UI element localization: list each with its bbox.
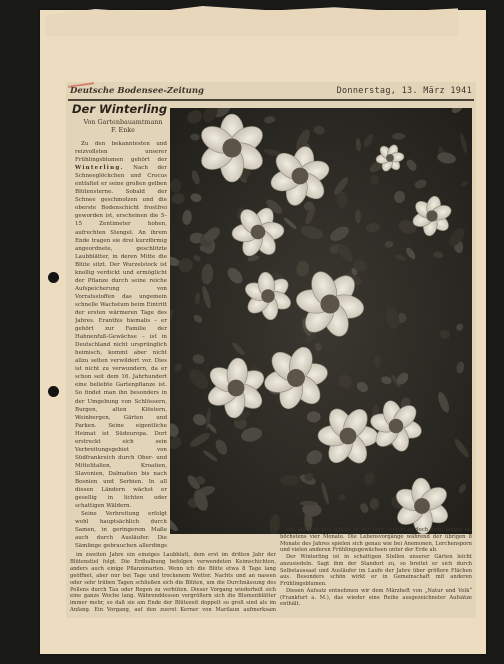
flower-center (287, 369, 305, 387)
newspaper-name: Deutsche Bodensee-Zeitung (70, 86, 204, 96)
flower-center (222, 138, 241, 157)
flower-center (261, 289, 274, 302)
leaf-texture (392, 133, 405, 140)
paragraph: im zweiten Jahre ein einziges Laubblatt, dem erst im dritten Jahr der Blütenstiel folgt. Die Erdhalbung befolgen verwendeten Keimschichten, anders auch einige Pflanzenarten. Wenn ich die Blüte etwa 8 Tage lang geöffnet, aber nur bei Tage und trockenem Wetter. Nachts und an nassen oder sehr trüben Tagen schließen sich die Blüten, um die Durchnässung des Pollens durch Tau oder Regen zu verhüten. Dieser Vorgang wiederholt sich eine ganze Woche lang. Währenddessen vergrößern sich die Blumenblätter immer mehr, so daß sie am Ende der Blütezeit doppelt so groß sind als im Anfang. Ein Vorgang, auf den zuerst Kerner von Marilaun aufmerksam (70, 552, 276, 614)
byline-author: F. Enke (111, 126, 135, 134)
article-title: Der Winterling (72, 102, 168, 116)
article-column-left (75, 140, 167, 550)
flower-center (389, 419, 404, 434)
masthead (68, 84, 474, 98)
flower-center (292, 168, 309, 185)
lead-text: Zu den bekanntesten und reizvollsten unserer Frühlingsblumen gehört der (75, 141, 167, 164)
article-byline (78, 118, 168, 134)
byline-line: Von Gartenbauamtmann (83, 118, 163, 126)
flower-center (386, 154, 394, 162)
flower-center (426, 210, 437, 221)
flower-center (320, 294, 339, 313)
paragraph: Seine Verbreitung erfolgt wohl hauptsächlich durch Samen, in geringerem Maße auch durch Ausläufer. Die Sämlinge gebrauchen allerdings (75, 511, 167, 550)
flower-center (251, 225, 266, 240)
article-column-bottom (70, 552, 276, 614)
flower-center (228, 380, 245, 397)
flower-center (340, 428, 357, 445)
paragraph: Der Winterling ist in schattigen Stellen unserer Gärten leicht anzusiedeln. Sagt ihm der Standort zu, so breitet er sich durch Selbstaussaat und Ausläufer im Laufe der Jahre über größere Flächen aus. Besonders schön wirkt er in Gemeinschaft mit anderen Frühlingsblumen. (280, 554, 472, 587)
flower-center (414, 498, 430, 514)
winter-aconite-photo (170, 108, 472, 534)
paragraph (75, 140, 167, 510)
paragraph: von Blättern und Blüten ist nur kurz, dauert es doch nicht länger als höchstens vier Monate. Die Lebensvorgänge während der übrigen 8 Monate des Jahres spielen sich genau wie bei Anemonen, Lerchensporn und vielen anderen Frühlingsgewächsen unter der Erde ab. (280, 527, 472, 554)
article-column-right (280, 527, 472, 615)
body-text: Nach der Schneeglöckchen und Crocus entfaltet er seine großen gelben Blütensterne. Sobald der Schnee geschmolzen und die oberste Bodenschicht frostfrei geworden ist, erscheinen die 5–15 Zentimeter hohen, aufrechten Stengel. An ihrem Ende tragen sie drei kurzförmig angeordnete, geschlitzte Laubblätter, in deren Mitte die Blüte sitzt. Der Wurzelstock ist knollig verdickt und ermöglicht der Pflanze durch seine reiche Aufspeicherung von Vorratsstoffen das ungemein schnelle Wachstum beim Eintritt der ersten wärmeren Tage des Jahres. Eranthis hiemalis – er gehört zur Familie der Hahnenfuß-Gewächse – ist in Deutschland nicht ursprünglich heimisch, kommt aber nicht allzu selten verwildert vor. Dies ist nicht zu verwundern, da er schon seit dem 16. Jahrhundert eine beliebte Gartenpflanze ist. So findet man ihn besonders in der Umgebung von Schlössern, Burgen, alten Klöstern, Weinbergen, Gärten und Parken. Seine eigentliche Heimat ist Südeuropa. Dort erstreckt sich sein Verbreitungsgebiet von Südfrankreich durch Ober- und Mittelitalien, Kroatien, Slavonien, Dalmatien bis nach Bosnien und Serbien. In all diesen Ländern wächst er gesellig in lichten oder schattigen Wäldern. (75, 165, 167, 510)
punch-hole (48, 272, 59, 283)
paragraph: Diesen Aufsatz entnehmen wir dem Märzheft von „Natur und Volk“ (Frankfurt a. M.), das wieder eine Reihe ausgezeichneter Aufsätze enthält. (280, 587, 472, 608)
masthead-rule (68, 99, 474, 101)
punch-hole (48, 386, 59, 397)
flower-photo-graphic (170, 108, 472, 534)
issue-date: Donnerstag, 13. März 1941 (336, 86, 472, 96)
lead-keyword: Winterling. (75, 165, 124, 172)
